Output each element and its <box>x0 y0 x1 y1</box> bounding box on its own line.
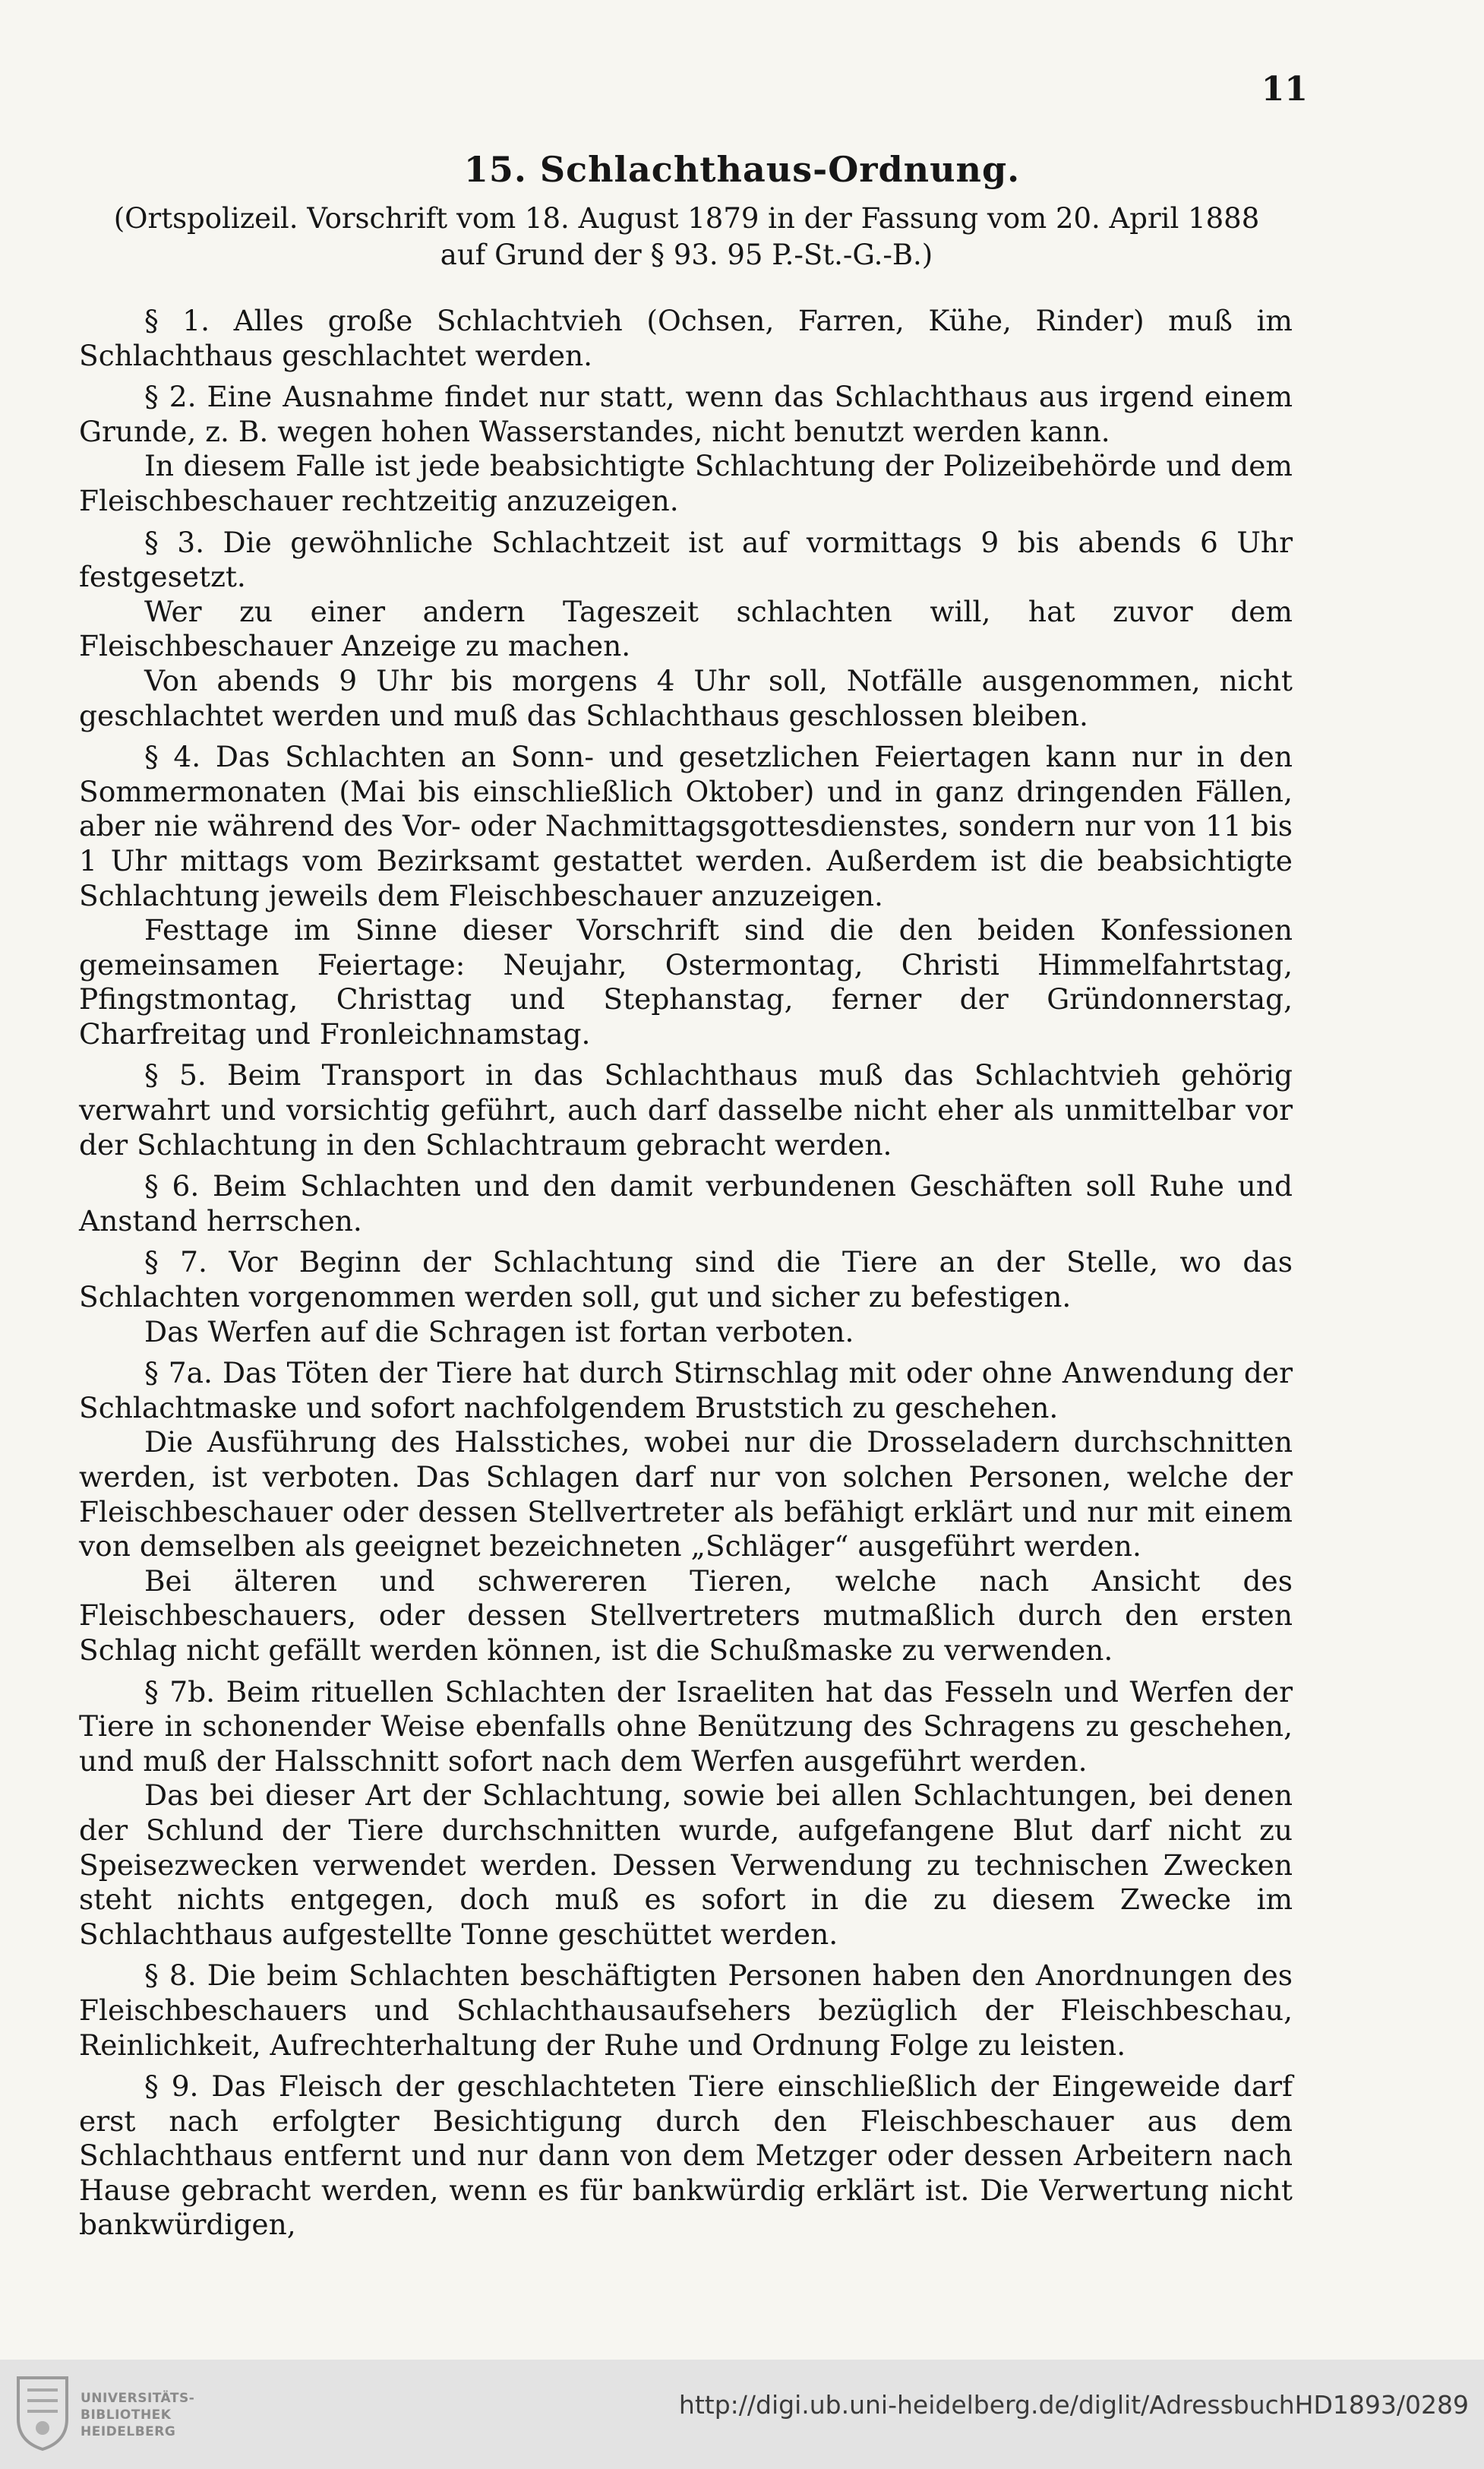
paragraph-section-7: § 7. Vor Beginn der Schlachtung sind die Tiere an der Stelle, wo das Schlachten vorgenommen werden soll, gut und sicher zu befestigen. <box>79 1245 1293 1314</box>
library-seal-icon <box>11 2373 74 2452</box>
logo-line: BIBLIOTHEK <box>81 2407 172 2423</box>
subheading-line: auf Grund der § 93. 95 P.-St.-G.-B.) <box>440 239 933 271</box>
paragraph-section-7a: § 7a. Das Töten der Tiere hat durch Stirnschlag mit oder ohne Anwendung der Schlachtmaske und sofort nachfolgendem Bruststich zu geschehen. <box>79 1356 1293 1424</box>
paragraph-section-2: § 2. Eine Ausnahme findet nur statt, wenn das Schlachthaus aus irgend einem Grunde, z. B. wegen hohen Wasserstandes, nicht benutzt werden kann. <box>79 380 1293 448</box>
section-subheading <box>79 201 1294 273</box>
page-number: 11 <box>1261 70 1308 109</box>
paragraph-section-4: § 4. Das Schlachten an Sonn- und gesetzlichen Feiertagen kann nur in den Sommermonaten (Mai bis einschließlich Oktober) und in ganz dringenden Fällen, aber nie während des Vor- oder Nachmittagsgottesdienstes, sondern nur von 11 bis 1 Uhr mittags vom Bezirksamt gestattet werden. Außerdem ist die beabsichtigte Schlachtung jeweils dem Fleischbeschauer anzuzeigen. <box>79 740 1293 912</box>
logo-text <box>81 2390 194 2440</box>
paragraph-section-7-cont: Das Werfen auf die Schragen ist fortan verboten. <box>144 1314 854 1348</box>
paragraph-section-1: § 1. Alles große Schlachtvieh (Ochsen, Farren, Kühe, Rinder) muß im Schlachthaus geschlachtet werden. <box>79 304 1293 372</box>
section-heading: 15. Schlachthaus-Ordnung. <box>463 149 1021 190</box>
paragraph-section-3: § 3. Die gewöhnliche Schlachtzeit ist auf vormittags 9 bis abends 6 Uhr festgesetzt. <box>79 525 1293 594</box>
paragraph-section-3-cont2: Von abends 9 Uhr bis morgens 4 Uhr soll, Notfälle ausgenommen, nicht geschlachtet werden und muß das Schlachthaus geschlossen bleiben. <box>79 663 1293 732</box>
body-text <box>79 304 1293 2243</box>
paragraph-section-2-cont: In diesem Falle ist jede beabsichtigte Schlachtung der Polizeibehörde und dem Fleischbeschauer rechtzeitig anzuzeigen. <box>79 449 1293 517</box>
paragraph-section-8: § 8. Die beim Schlachten beschäftigten Personen haben den Anordnungen des Fleischbeschauers und Schlachthausaufsehers bezüglich der Fleischbeschau, Reinlichkeit, Aufrechterhaltung der Ruhe und Ordnung Folge zu leisten. <box>79 1958 1293 2062</box>
paragraph-section-7a-cont: Die Ausführung des Halsstiches, wobei nur die Drosseladern durchschnitten werden, ist verboten. Das Schlagen darf nur von solchen Personen, welche der Fleischbeschauer oder dessen Stellvertreter als befähigt erklärt und nur mit einem von demselben als geeignet bezeichneten „Schläger“ ausgeführt werden. <box>79 1425 1293 1563</box>
subheading-line: (Ortspolizeil. Vorschrift vom 18. August 1879 in der Fassung vom 20. April 1888 <box>113 202 1260 235</box>
paragraph-section-4-cont: Festtage im Sinne dieser Vorschrift sind die den beiden Konfessionen gemeinsamen Feiertage: Neujahr, Ostermontag, Christi Himmelfahrtstag, Pfingstmontag, Christtag und Stephanstag, ferner der Gründonnerstag, Charfreitag und Fronleichnamstag. <box>79 913 1293 1051</box>
paragraph-section-3-cont: Wer zu einer andern Tageszeit schlachten will, hat zuvor dem Fleischbeschauer Anzeige zu machen. <box>79 594 1293 663</box>
logo-line: UNIVERSITÄTS- <box>81 2391 195 2406</box>
paragraph-section-7b-cont: Das bei dieser Art der Schlachtung, sowie bei allen Schlachtungen, bei denen der Schlund der Tiere durchschnitten wurde, aufgefangene Blut darf nicht zu Speisezwecken verwendet werden. Dessen Verwendung zu technischen Zwecken steht nichts entgegen, doch muß es sofort in die zu diesem Zwecke im Schlachthaus aufgestellte Tonne geschüttet werden. <box>79 1778 1293 1951</box>
paragraph-section-6: § 6. Beim Schlachten und den damit verbundenen Geschäften soll Ruhe und Anstand herrschen. <box>79 1169 1293 1238</box>
university-library-logo <box>11 2373 200 2457</box>
paragraph-section-9: § 9. Das Fleisch der geschlachteten Tiere einschließlich der Eingeweide darf erst nach erfolgter Besichtigung durch den Fleischbeschauer aus dem Schlachthaus entfernt und nur dann von dem Metzger oder dessen Arbeitern nach Hause gebracht werden, wenn es für bankwürdig erklärt ist. Die Verwertung nicht bankwürdigen, <box>79 2069 1293 2242</box>
paragraph-section-7a-cont2: Bei älteren und schwereren Tieren, welche nach Ansicht des Fleischbeschauers, oder dessen Stellvertreters mutmaßlich durch den ersten Schlag nicht gefällt werden können, ist die Schußmaske zu verwenden. <box>79 1563 1293 1667</box>
paragraph-section-7b: § 7b. Beim rituellen Schlachten der Israeliten hat das Fesseln und Werfen der Tiere in schonender Weise ebenfalls ohne Benützung des Schragens zu geschehen, und muß der Halsschnitt sofort nach dem Werfen ausgeführt werden. <box>79 1674 1293 1778</box>
paragraph-section-5: § 5. Beim Transport in das Schlachthaus muß das Schlachtvieh gehörig verwahrt und vorsichtig geführt, auch darf dasselbe nicht eher als unmittelbar vor der Schlachtung in den Schlachtraum gebracht werden. <box>79 1058 1293 1162</box>
logo-line: HEIDELBERG <box>81 2424 176 2439</box>
footer-bar <box>0 2360 1484 2469</box>
source-url-link[interactable]: http://digi.ub.uni-heidelberg.de/diglit/AdressbuchHD1893/0289 <box>678 2390 1469 2420</box>
